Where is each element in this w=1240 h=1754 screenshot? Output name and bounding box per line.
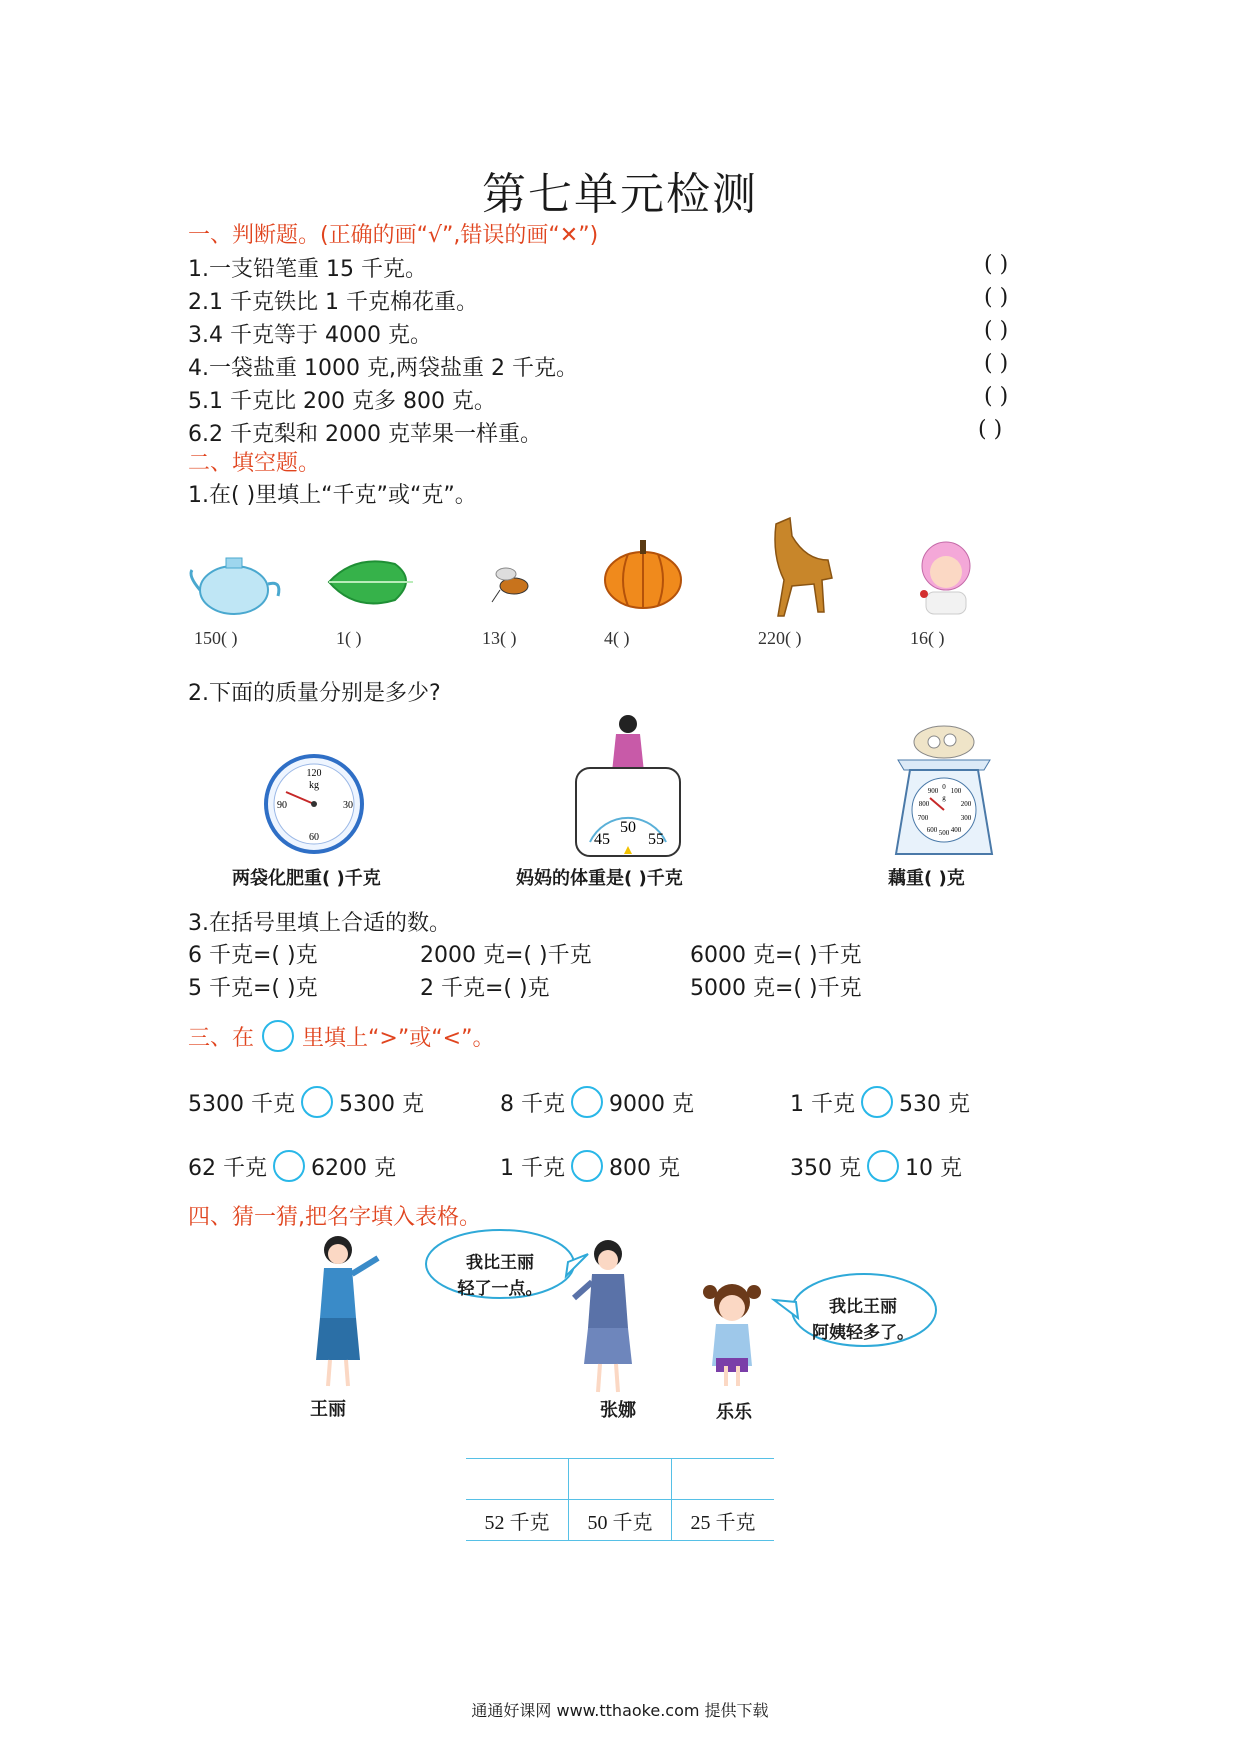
compare-right: 5300 克 [338, 1091, 424, 1117]
weight-cell: 25 千克 [672, 1500, 775, 1541]
dial-unit: kg [309, 780, 319, 791]
compare-right: 6200 克 [311, 1155, 396, 1181]
dial-mark: 500 [938, 829, 950, 837]
dial-unit: g [942, 794, 946, 802]
name-label-zhangna: 张娜 [600, 1400, 636, 1421]
gram-dial-scale [888, 722, 1000, 858]
comparison-item [188, 1086, 424, 1118]
compare-left: 62 千克 [188, 1155, 267, 1181]
scale-caption-mother: 妈妈的体重是( )千克 [516, 868, 683, 889]
dial-mark: 200 [960, 800, 972, 808]
weight-label-teapot: 150( ) [194, 628, 238, 648]
true-false-item: 6.2 千克梨和 2000 克苹果一样重。 [188, 422, 542, 447]
scale-caption-fertilizer: 两袋化肥重( )千克 [232, 868, 381, 889]
speech-bubble-zhangna [432, 1250, 568, 1302]
true-false-item: 4.一袋盐重 1000 克,两袋盐重 2 千克。 [188, 356, 578, 381]
answer-bracket[interactable]: ( ) [978, 417, 1003, 442]
bubble-line: 我比王丽 [829, 1297, 897, 1317]
weight-cell: 50 千克 [569, 1500, 672, 1541]
speech-bubble-lele [792, 1294, 934, 1346]
section-3-heading-suffix: 里填上“>”或“<”。 [302, 1025, 495, 1051]
comparison-item [790, 1150, 962, 1182]
compare-right: 530 克 [899, 1091, 970, 1117]
comparison-item [500, 1150, 680, 1182]
answer-table [466, 1458, 774, 1541]
horse-icon [762, 516, 842, 620]
conversion-item: 2000 克=( )千克 [420, 943, 592, 968]
dial-mark: 900 [927, 787, 939, 795]
true-false-item: 2.1 千克铁比 1 千克棉花重。 [188, 290, 478, 315]
compare-left: 5300 千克 [188, 1091, 295, 1117]
weight-label-pumpkin: 4( ) [604, 628, 630, 648]
compare-circle[interactable] [571, 1086, 603, 1118]
footer-credit: 通通好课网 www.tthaoke.com 提供下载 [471, 1701, 769, 1720]
answer-bracket[interactable]: ( ) [984, 285, 1009, 310]
name-cell[interactable] [569, 1459, 672, 1500]
name-cell[interactable] [466, 1459, 569, 1500]
name-cell[interactable] [672, 1459, 775, 1500]
bubble-line: 阿姨轻多了。 [812, 1323, 914, 1343]
wang-li-figure [302, 1230, 392, 1392]
compare-left: 350 克 [790, 1155, 861, 1181]
dial-mark: 600 [926, 826, 938, 834]
dial-mark: 800 [918, 800, 930, 808]
bubble-line: 我比王丽 [466, 1253, 534, 1273]
teapot-icon [186, 540, 282, 620]
compare-left: 8 千克 [500, 1091, 565, 1117]
compare-circle[interactable] [301, 1086, 333, 1118]
conversion-item: 5 千克=( )克 [188, 976, 318, 1001]
page-title: 第七单元检测 [482, 169, 758, 220]
baby-icon [910, 536, 980, 618]
question-2-1: 1.在( )里填上“千克”或“克”。 [188, 483, 477, 508]
name-label-lele: 乐乐 [716, 1402, 752, 1423]
comparison-item [790, 1086, 970, 1118]
scale-caption-lotus-root: 藕重( )克 [888, 868, 965, 889]
name-label-wangli: 王丽 [310, 1399, 346, 1420]
weight-label-horse: 220( ) [758, 628, 802, 648]
compare-right: 9000 克 [609, 1091, 694, 1117]
question-2-3: 3.在括号里填上合适的数。 [188, 911, 451, 936]
comparison-item [188, 1150, 396, 1182]
scale-mark: 50 [620, 819, 636, 836]
scale-mark: 55 [648, 831, 664, 848]
true-false-item: 5.1 千克比 200 克多 800 克。 [188, 389, 496, 414]
answer-bracket[interactable]: ( ) [984, 252, 1009, 277]
leaf-icon [325, 552, 419, 612]
dial-mark: 90 [277, 800, 287, 811]
weight-label-leaf: 1( ) [336, 628, 362, 648]
dial-mark: 30 [343, 800, 353, 811]
section-3-heading [188, 1020, 494, 1052]
section-2-heading: 二、填空题。 [188, 451, 321, 476]
weight-cell: 52 千克 [466, 1500, 569, 1541]
kg-dial-scale [262, 752, 366, 856]
name-row [466, 1459, 774, 1500]
section-4-heading: 四、猜一猜,把名字填入表格。 [188, 1205, 481, 1230]
compare-circle[interactable] [571, 1150, 603, 1182]
section-1-heading: 一、判断题。(正确的画“√”,错误的画“✕”) [188, 223, 599, 248]
conversion-item: 5000 克=( )千克 [690, 976, 862, 1001]
bubble-line: 轻了一点。 [457, 1279, 543, 1299]
answer-bracket[interactable]: ( ) [984, 318, 1009, 343]
dial-mark: 100 [950, 787, 962, 795]
dial-mark: 0 [942, 783, 946, 791]
question-2-2: 2.下面的质量分别是多少? [188, 681, 441, 706]
compare-left: 1 千克 [500, 1155, 565, 1181]
dial-mark: 700 [917, 814, 929, 822]
dial-mark: 300 [960, 814, 972, 822]
weight-label-bee: 13( ) [482, 628, 517, 648]
weight-label-baby: 16( ) [910, 628, 945, 648]
true-false-item: 1.一支铅笔重 15 千克。 [188, 257, 427, 282]
dial-mark: 60 [309, 832, 319, 843]
conversion-item: 6 千克=( )克 [188, 943, 318, 968]
answer-bracket[interactable]: ( ) [984, 384, 1009, 409]
circle-icon [262, 1020, 294, 1052]
pumpkin-icon [600, 530, 686, 614]
bee-icon [484, 560, 540, 608]
comparison-item [500, 1086, 694, 1118]
scale-mark: 45 [594, 831, 610, 848]
compare-right: 800 克 [609, 1155, 680, 1181]
dial-mark: 120 [306, 768, 322, 779]
section-3-heading-prefix: 三、在 [188, 1025, 255, 1051]
compare-circle[interactable] [861, 1086, 893, 1118]
body-weight-scale [572, 712, 684, 860]
compare-circle[interactable] [867, 1150, 899, 1182]
answer-bracket[interactable]: ( ) [984, 351, 1009, 376]
conversion-item: 2 千克=( )克 [420, 976, 550, 1001]
compare-right: 10 克 [905, 1155, 962, 1181]
true-false-item: 3.4 千克等于 4000 克。 [188, 323, 432, 348]
conversion-item: 6000 克=( )千克 [690, 943, 862, 968]
compare-circle[interactable] [273, 1150, 305, 1182]
weight-row [466, 1500, 774, 1541]
lele-figure [696, 1280, 770, 1390]
compare-left: 1 千克 [790, 1091, 855, 1117]
zhang-na-figure [566, 1236, 656, 1396]
dial-mark: 400 [950, 826, 962, 834]
